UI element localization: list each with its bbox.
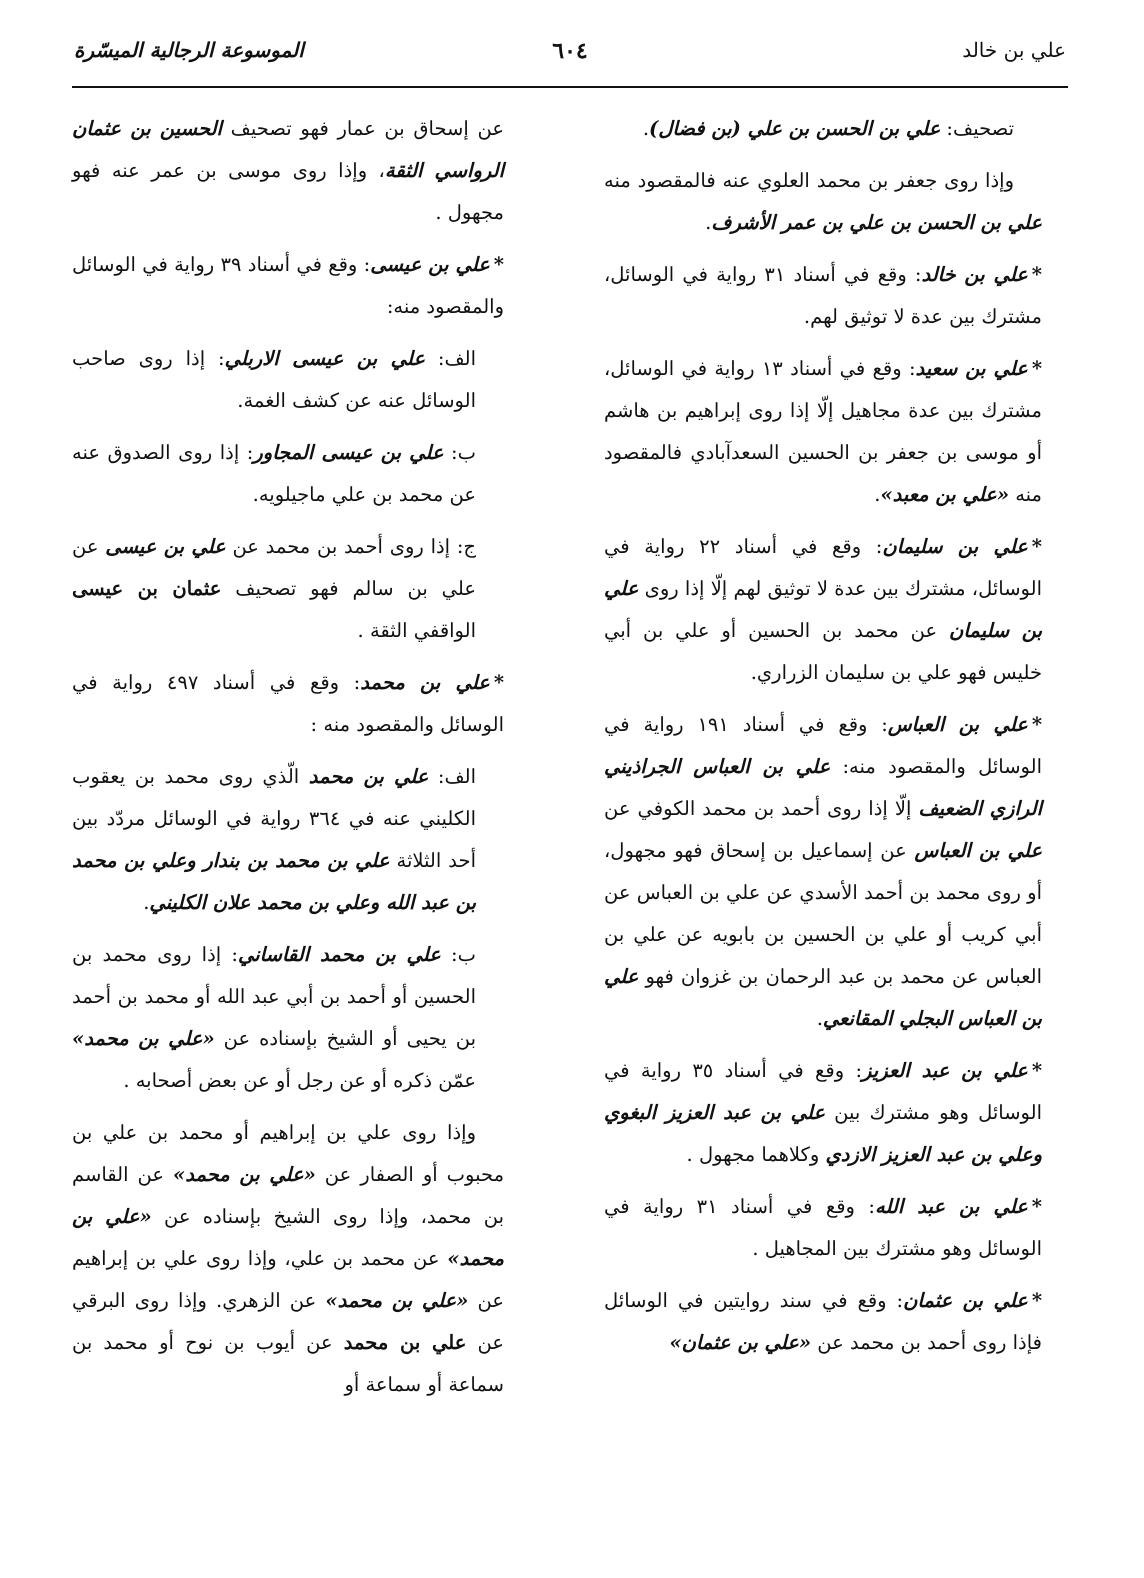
narrator-name: الحسين بن عثمان الرواسي الثقة — [72, 117, 505, 182]
text-run: الواقفي الثقة . — [357, 619, 476, 642]
narrator-name: «علي بن معبد» — [880, 483, 1010, 506]
narrator-name: «علي بن محمد» — [72, 1027, 215, 1050]
text-run: ج: إذا روى أحمد بن محمد عن — [225, 535, 476, 558]
narrator-name: علي بن الحسن بن علي بن عمر الأشرف — [711, 211, 1042, 234]
narrator-name: علي بن العباس — [914, 839, 1043, 862]
text-run: عن القاسم بن محمد، وإذا روى الشيخ بإسناده عن — [72, 1163, 504, 1228]
text-run: : وقع في أسناد ٢٢ رواية في الوسائل، مشترك بين عدة لا توثيق لهم إلّا إذا روى — [604, 535, 1042, 600]
entry-bullet: * — [1031, 1289, 1043, 1312]
narrator-name: «علي بن عثمان» — [669, 1331, 812, 1354]
entry-bullet: * — [493, 671, 505, 694]
entry-bullet: * — [1031, 1059, 1043, 1082]
narrator-name: علي بن عبد الله — [874, 1195, 1028, 1218]
text-run: تصحيف: — [940, 117, 1014, 140]
narrator-name: علي بن محمد القاساني — [238, 943, 441, 966]
entry-paragraph — [604, 704, 1042, 1040]
text-paragraph — [72, 526, 504, 652]
text-paragraph — [72, 338, 504, 422]
narrator-name: علي بن عبد العزيز البغوي وعلي بن عبد العزيز الازدي — [604, 1101, 1042, 1166]
running-head-book-title: الموسوعة الرجالية الميسّرة — [74, 38, 304, 62]
running-head-entry: علي بن خالد — [962, 38, 1066, 62]
narrator-name: علي بن سليمان — [882, 535, 1028, 558]
text-run: عن الزهري. وإذا روى البرقي عن — [72, 1289, 504, 1354]
text-run: ب: — [440, 943, 476, 966]
text-run: عن محمد بن الحسين أو علي بن أبي خليس فهو علي بن سليمان الزراري. — [604, 619, 1042, 684]
narrator-name: «علي بن محمد» — [72, 1205, 504, 1270]
entry-bullet: * — [493, 253, 504, 276]
entry-paragraph — [72, 662, 504, 746]
text-run: : وقع في أسناد ٤٩٧ رواية في الوسائل والمقصود منه : — [72, 671, 504, 736]
text-run: : إذا روى محمد بن الحسين أو أحمد بن أبي عبد الله أو محمد بن أحمد بن يحيى أو الشيخ بإسناده عن — [72, 943, 476, 1050]
narrator-name: علي بن محمد — [343, 1331, 467, 1354]
text-run: : وقع في أسناد ٣٩ رواية في الوسائل والمقصود منه: — [72, 253, 504, 318]
text-run: : وقع في أسناد ٣١ رواية في الوسائل، مشترك بين عدة لا توثيق لهم. — [604, 263, 1042, 328]
page-number: ٦٠٤ — [552, 38, 588, 64]
entry-paragraph — [604, 254, 1042, 338]
entry-paragraph — [604, 348, 1042, 516]
narrator-name: علي بن محمد — [360, 671, 490, 694]
text-run: ، وإذا روى موسى بن عمر عنه فهو مجهول . — [72, 159, 504, 224]
text-run: : وقع في أسناد ١٩١ رواية في الوسائل والمقصود منه: — [604, 713, 1042, 778]
text-run: : وقع في أسناد ٣١ رواية في الوسائل وهو مشترك بين المجاهيل . — [604, 1195, 1042, 1260]
text-run: . — [705, 211, 712, 234]
text-paragraph — [72, 756, 504, 924]
header-rule — [72, 86, 1068, 88]
narrator-name: علي بن عبد العزيز — [862, 1059, 1028, 1082]
text-run: . — [874, 483, 881, 506]
text-run: : وقع في سند روايتين في الوسائل فإذا روى أحمد بن محمد عن — [604, 1289, 1042, 1354]
narrator-name: علي بن الحسن بن علي (بن فضال) — [649, 117, 941, 140]
text-run: عن أيوب بن نوح أو محمد بن سماعة أو سماعة أو — [72, 1331, 504, 1396]
narrator-name: علي بن عيسى — [105, 535, 226, 558]
entry-paragraph — [72, 244, 504, 328]
text-run: : إذا روى الصدوق عنه عن محمد بن علي ماجيلويه. — [72, 441, 476, 506]
text-run: عمّن ذكره أو عن رجل أو عن بعض أصحابه . — [123, 1069, 476, 1092]
narrator-name: علي بن محمد — [308, 765, 429, 788]
text-paragraph — [72, 934, 504, 1102]
right-text-column — [604, 108, 1042, 1374]
narrator-name: علي بن عثمان — [903, 1289, 1028, 1312]
text-paragraph — [604, 160, 1042, 244]
narrator-name: علي بن سعيد — [915, 357, 1028, 380]
entry-paragraph — [604, 526, 1042, 694]
text-run: وإذا روى جعفر بن محمد العلوي عنه فالمقصود منه — [604, 169, 1014, 192]
text-run: عن إسحاق بن عمار فهو تصحيف — [221, 117, 504, 140]
narrator-name: علي بن العباس البجلي المقانعي — [604, 965, 1042, 1030]
narrator-name: علي بن عيسى المجاور — [253, 441, 444, 464]
text-run: عن محمد بن علي، وإذا روى علي بن إبراهيم عن — [72, 1247, 504, 1312]
text-run: . — [816, 1007, 823, 1030]
text-run: الف: — [424, 347, 476, 370]
text-paragraph — [72, 1112, 504, 1406]
narrator-name: «علي بن محمد» — [325, 1289, 469, 1312]
entry-paragraph — [604, 1186, 1042, 1270]
narrator-name: علي بن خالد — [921, 263, 1028, 286]
text-run: . — [143, 891, 150, 914]
entry-paragraph — [604, 1050, 1042, 1176]
text-run: عن علي بن سالم فهو تصحيف — [72, 535, 477, 600]
text-run: : وقع في أسناد ٣٥ رواية في الوسائل وهو مشترك بين — [604, 1059, 1042, 1124]
entry-bullet: * — [1031, 357, 1043, 380]
entry-paragraph — [604, 1280, 1042, 1364]
text-run: عن إسماعيل بن إسحاق فهو مجهول، أو روى محمد بن أحمد الأسدي عن علي بن العباس عن أبي كريب أو علي بن الحسين بن بابويه عن علي بن العباس عن محمد بن عبد الرحمان بن غزوان فهو — [604, 839, 1042, 988]
text-paragraph — [72, 432, 504, 516]
text-run: : وقع في أسناد ١٣ رواية في الوسائل، مشترك بين عدة مجاهيل إلّا إذا روى إبراهيم بن هاشم أو موسى بن جعفر بن الحسين السعدآبادي فالمقصود منه — [604, 357, 1042, 506]
text-run: وإذا روى علي بن إبراهيم أو محمد بن علي بن محبوب أو الصفار عن — [72, 1121, 505, 1186]
entry-bullet: * — [1031, 263, 1042, 286]
entry-bullet: * — [1031, 535, 1042, 558]
narrator-name: علي بن عيسى — [370, 253, 490, 276]
text-run: ب: — [443, 441, 476, 464]
narrator-name: علي بن محمد بن بندار وعلي بن محمد بن عبد الله وعلي بن محمد علان الكليني — [72, 849, 476, 914]
narrator-name: علي بن العباس الجراذيني الرازي الضعيف — [604, 755, 1042, 820]
entry-bullet: * — [1031, 713, 1043, 736]
narrator-name: علي بن عيسى الاربلي — [224, 347, 425, 370]
narrator-name: عثمان بن عيسى — [72, 577, 222, 600]
narrator-name: علي بن العباس — [887, 713, 1028, 736]
text-paragraph — [604, 108, 1042, 150]
text-run: الّذي روى محمد بن يعقوب الكليني عنه في ٣٦٤ رواية في الوسائل مردّد بين أحد الثلاثة — [72, 765, 477, 872]
narrator-name: علي بن سليمان — [604, 577, 1042, 642]
text-run: : إذا روى صاحب الوسائل عنه عن كشف الغمة. — [72, 347, 476, 412]
entry-bullet: * — [1031, 1195, 1042, 1218]
text-run: . — [642, 117, 650, 140]
text-paragraph — [72, 108, 504, 234]
text-run: الف: — [428, 765, 476, 788]
left-text-column — [72, 108, 504, 1416]
text-run: إلّا إذا روى أحمد بن محمد الكوفي عن — [604, 797, 919, 820]
text-run: وكلاهما مجهول . — [686, 1143, 826, 1166]
narrator-name: «علي بن محمد» — [173, 1163, 316, 1186]
